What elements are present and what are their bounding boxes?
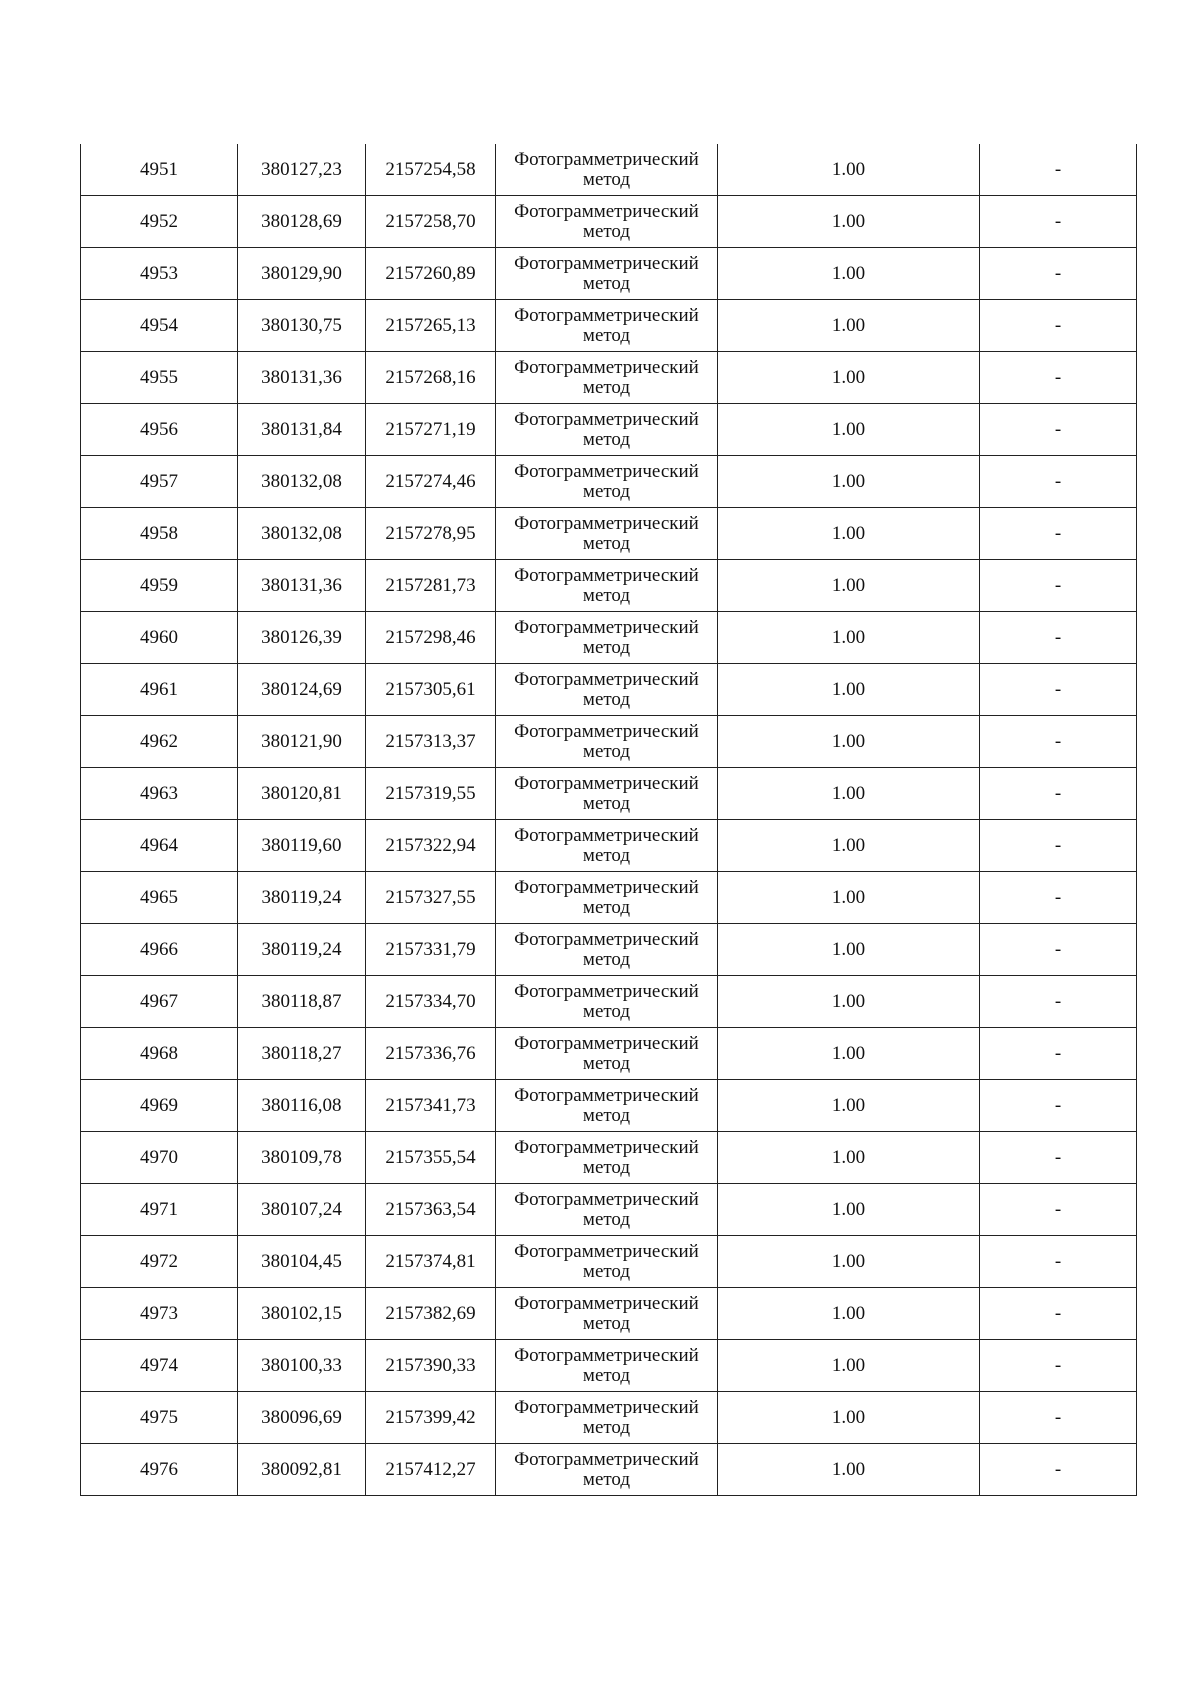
y-coordinate-cell: 2157305,61 bbox=[366, 664, 496, 716]
method-line1: Фотограмметрический bbox=[514, 564, 699, 586]
method-line2: метод bbox=[582, 1416, 631, 1438]
method-cell bbox=[496, 976, 718, 1028]
method-line1: Фотограмметрический bbox=[514, 824, 699, 846]
x-coordinate-cell: 380119,24 bbox=[238, 872, 366, 924]
accuracy-cell: 1.00 bbox=[718, 456, 980, 508]
x-coordinate-cell: 380121,90 bbox=[238, 716, 366, 768]
y-coordinate-cell: 2157341,73 bbox=[366, 1080, 496, 1132]
x-coordinate-cell: 380131,36 bbox=[238, 560, 366, 612]
method-line2: метод bbox=[582, 376, 631, 398]
point-number-cell: 4958 bbox=[81, 508, 238, 560]
point-number-cell: 4968 bbox=[81, 1028, 238, 1080]
method-line2: метод bbox=[582, 1104, 631, 1126]
accuracy-cell: 1.00 bbox=[718, 820, 980, 872]
x-coordinate-cell: 380126,39 bbox=[238, 612, 366, 664]
x-coordinate-cell: 380107,24 bbox=[238, 1184, 366, 1236]
table-row bbox=[81, 300, 1137, 352]
method-line2: метод bbox=[582, 948, 631, 970]
note-cell: - bbox=[980, 248, 1137, 300]
method-line2: метод bbox=[582, 740, 631, 762]
method-line2: метод bbox=[582, 1260, 631, 1282]
x-coordinate-cell: 380119,24 bbox=[238, 924, 366, 976]
point-number-cell: 4969 bbox=[81, 1080, 238, 1132]
method-line1: Фотограмметрический bbox=[514, 408, 699, 430]
note-cell: - bbox=[980, 196, 1137, 248]
y-coordinate-cell: 2157374,81 bbox=[366, 1236, 496, 1288]
table-row bbox=[81, 612, 1137, 664]
table-row bbox=[81, 560, 1137, 612]
method-cell bbox=[496, 1444, 718, 1496]
note-cell: - bbox=[980, 1288, 1137, 1340]
y-coordinate-cell: 2157322,94 bbox=[366, 820, 496, 872]
note-cell: - bbox=[980, 872, 1137, 924]
table-row bbox=[81, 508, 1137, 560]
point-number-cell: 4959 bbox=[81, 560, 238, 612]
method-line1: Фотограмметрический bbox=[514, 356, 699, 378]
table-row bbox=[81, 196, 1137, 248]
method-line1: Фотограмметрический bbox=[514, 1188, 699, 1210]
accuracy-cell: 1.00 bbox=[718, 248, 980, 300]
method-cell bbox=[496, 196, 718, 248]
method-line2: метод bbox=[582, 1364, 631, 1386]
method-line1: Фотограмметрический bbox=[514, 1084, 699, 1106]
point-number-cell: 4963 bbox=[81, 768, 238, 820]
point-number-cell: 4962 bbox=[81, 716, 238, 768]
accuracy-cell: 1.00 bbox=[718, 1028, 980, 1080]
method-line2: метод bbox=[582, 792, 631, 814]
x-coordinate-cell: 380100,33 bbox=[238, 1340, 366, 1392]
accuracy-cell: 1.00 bbox=[718, 404, 980, 456]
accuracy-cell: 1.00 bbox=[718, 1444, 980, 1496]
table-row bbox=[81, 768, 1137, 820]
y-coordinate-cell: 2157254,58 bbox=[366, 144, 496, 196]
accuracy-cell: 1.00 bbox=[718, 768, 980, 820]
method-line2: метод bbox=[582, 324, 631, 346]
note-cell: - bbox=[980, 612, 1137, 664]
x-coordinate-cell: 380132,08 bbox=[238, 508, 366, 560]
note-cell: - bbox=[980, 1444, 1137, 1496]
accuracy-cell: 1.00 bbox=[718, 352, 980, 404]
method-cell bbox=[496, 352, 718, 404]
y-coordinate-cell: 2157412,27 bbox=[366, 1444, 496, 1496]
table-row bbox=[81, 664, 1137, 716]
point-number-cell: 4966 bbox=[81, 924, 238, 976]
method-line1: Фотограмметрический bbox=[514, 1136, 699, 1158]
method-cell bbox=[496, 1340, 718, 1392]
method-cell bbox=[496, 404, 718, 456]
method-line1: Фотограмметрический bbox=[514, 928, 699, 950]
method-cell bbox=[496, 1184, 718, 1236]
x-coordinate-cell: 380119,60 bbox=[238, 820, 366, 872]
y-coordinate-cell: 2157331,79 bbox=[366, 924, 496, 976]
method-line2: метод bbox=[582, 1468, 631, 1490]
method-line2: метод bbox=[582, 1156, 631, 1178]
method-cell bbox=[496, 1028, 718, 1080]
point-number-cell: 4970 bbox=[81, 1132, 238, 1184]
accuracy-cell: 1.00 bbox=[718, 144, 980, 196]
note-cell: - bbox=[980, 664, 1137, 716]
y-coordinate-cell: 2157327,55 bbox=[366, 872, 496, 924]
method-line2: метод bbox=[582, 636, 631, 658]
table-row bbox=[81, 924, 1137, 976]
point-number-cell: 4961 bbox=[81, 664, 238, 716]
table-row bbox=[81, 1080, 1137, 1132]
y-coordinate-cell: 2157265,13 bbox=[366, 300, 496, 352]
y-coordinate-cell: 2157281,73 bbox=[366, 560, 496, 612]
accuracy-cell: 1.00 bbox=[718, 1184, 980, 1236]
note-cell: - bbox=[980, 1236, 1137, 1288]
y-coordinate-cell: 2157271,19 bbox=[366, 404, 496, 456]
table-row bbox=[81, 976, 1137, 1028]
note-cell: - bbox=[980, 404, 1137, 456]
note-cell: - bbox=[980, 768, 1137, 820]
method-line2: метод bbox=[582, 480, 631, 502]
method-line2: метод bbox=[582, 428, 631, 450]
x-coordinate-cell: 380092,81 bbox=[238, 1444, 366, 1496]
method-line1: Фотограмметрический bbox=[514, 1396, 699, 1418]
x-coordinate-cell: 380130,75 bbox=[238, 300, 366, 352]
method-line2: метод bbox=[582, 1052, 631, 1074]
method-line2: метод bbox=[582, 844, 631, 866]
table-body bbox=[81, 144, 1137, 1496]
point-number-cell: 4965 bbox=[81, 872, 238, 924]
accuracy-cell: 1.00 bbox=[718, 716, 980, 768]
x-coordinate-cell: 380109,78 bbox=[238, 1132, 366, 1184]
y-coordinate-cell: 2157390,33 bbox=[366, 1340, 496, 1392]
accuracy-cell: 1.00 bbox=[718, 1080, 980, 1132]
table-row bbox=[81, 872, 1137, 924]
x-coordinate-cell: 380118,87 bbox=[238, 976, 366, 1028]
method-line1: Фотограмметрический bbox=[514, 148, 699, 170]
accuracy-cell: 1.00 bbox=[718, 612, 980, 664]
x-coordinate-cell: 380131,84 bbox=[238, 404, 366, 456]
method-cell bbox=[496, 768, 718, 820]
method-line2: метод bbox=[582, 896, 631, 918]
point-number-cell: 4960 bbox=[81, 612, 238, 664]
note-cell: - bbox=[980, 456, 1137, 508]
method-cell bbox=[496, 1392, 718, 1444]
y-coordinate-cell: 2157319,55 bbox=[366, 768, 496, 820]
y-coordinate-cell: 2157278,95 bbox=[366, 508, 496, 560]
method-line1: Фотограмметрический bbox=[514, 876, 699, 898]
table-row bbox=[81, 1132, 1137, 1184]
method-line1: Фотограмметрический bbox=[514, 1032, 699, 1054]
method-line1: Фотограмметрический bbox=[514, 616, 699, 638]
note-cell: - bbox=[980, 1028, 1137, 1080]
accuracy-cell: 1.00 bbox=[718, 560, 980, 612]
table-row bbox=[81, 1028, 1137, 1080]
note-cell: - bbox=[980, 300, 1137, 352]
method-line1: Фотограмметрический bbox=[514, 460, 699, 482]
accuracy-cell: 1.00 bbox=[718, 300, 980, 352]
accuracy-cell: 1.00 bbox=[718, 924, 980, 976]
note-cell: - bbox=[980, 976, 1137, 1028]
table-row bbox=[81, 716, 1137, 768]
x-coordinate-cell: 380120,81 bbox=[238, 768, 366, 820]
note-cell: - bbox=[980, 1340, 1137, 1392]
method-cell bbox=[496, 664, 718, 716]
point-number-cell: 4964 bbox=[81, 820, 238, 872]
table-row bbox=[81, 404, 1137, 456]
point-number-cell: 4975 bbox=[81, 1392, 238, 1444]
note-cell: - bbox=[980, 560, 1137, 612]
method-line1: Фотограмметрический bbox=[514, 1240, 699, 1262]
table-row bbox=[81, 1236, 1137, 1288]
y-coordinate-cell: 2157274,46 bbox=[366, 456, 496, 508]
method-line1: Фотограмметрический bbox=[514, 668, 699, 690]
method-line1: Фотограмметрический bbox=[514, 200, 699, 222]
table-row bbox=[81, 248, 1137, 300]
method-line2: метод bbox=[582, 1312, 631, 1334]
method-cell bbox=[496, 144, 718, 196]
point-number-cell: 4957 bbox=[81, 456, 238, 508]
table-row bbox=[81, 144, 1137, 196]
method-line1: Фотограмметрический bbox=[514, 980, 699, 1002]
method-line1: Фотограмметрический bbox=[514, 252, 699, 274]
x-coordinate-cell: 380118,27 bbox=[238, 1028, 366, 1080]
x-coordinate-cell: 380127,23 bbox=[238, 144, 366, 196]
point-number-cell: 4972 bbox=[81, 1236, 238, 1288]
point-number-cell: 4952 bbox=[81, 196, 238, 248]
point-number-cell: 4967 bbox=[81, 976, 238, 1028]
accuracy-cell: 1.00 bbox=[718, 1392, 980, 1444]
y-coordinate-cell: 2157355,54 bbox=[366, 1132, 496, 1184]
method-cell bbox=[496, 456, 718, 508]
method-line2: метод bbox=[582, 584, 631, 606]
point-number-cell: 4973 bbox=[81, 1288, 238, 1340]
method-cell bbox=[496, 300, 718, 352]
method-line1: Фотограмметрический bbox=[514, 1344, 699, 1366]
y-coordinate-cell: 2157363,54 bbox=[366, 1184, 496, 1236]
method-line2: метод bbox=[582, 688, 631, 710]
y-coordinate-cell: 2157313,37 bbox=[366, 716, 496, 768]
method-cell bbox=[496, 560, 718, 612]
accuracy-cell: 1.00 bbox=[718, 1236, 980, 1288]
method-line2: метод bbox=[582, 532, 631, 554]
method-cell bbox=[496, 508, 718, 560]
method-line1: Фотограмметрический bbox=[514, 512, 699, 534]
y-coordinate-cell: 2157336,76 bbox=[366, 1028, 496, 1080]
method-cell bbox=[496, 1288, 718, 1340]
point-number-cell: 4955 bbox=[81, 352, 238, 404]
x-coordinate-cell: 380132,08 bbox=[238, 456, 366, 508]
x-coordinate-cell: 380104,45 bbox=[238, 1236, 366, 1288]
point-number-cell: 4976 bbox=[81, 1444, 238, 1496]
accuracy-cell: 1.00 bbox=[718, 508, 980, 560]
accuracy-cell: 1.00 bbox=[718, 664, 980, 716]
method-line2: метод bbox=[582, 272, 631, 294]
x-coordinate-cell: 380096,69 bbox=[238, 1392, 366, 1444]
accuracy-cell: 1.00 bbox=[718, 1340, 980, 1392]
x-coordinate-cell: 380116,08 bbox=[238, 1080, 366, 1132]
method-cell bbox=[496, 820, 718, 872]
method-line1: Фотограмметрический bbox=[514, 720, 699, 742]
method-line2: метод bbox=[582, 168, 631, 190]
note-cell: - bbox=[980, 820, 1137, 872]
method-line1: Фотограмметрический bbox=[514, 1292, 699, 1314]
y-coordinate-cell: 2157382,69 bbox=[366, 1288, 496, 1340]
table-row bbox=[81, 352, 1137, 404]
coordinates-table bbox=[80, 144, 1137, 1496]
table-row bbox=[81, 1340, 1137, 1392]
accuracy-cell: 1.00 bbox=[718, 196, 980, 248]
note-cell: - bbox=[980, 352, 1137, 404]
method-cell bbox=[496, 1080, 718, 1132]
accuracy-cell: 1.00 bbox=[718, 976, 980, 1028]
method-line1: Фотограмметрический bbox=[514, 304, 699, 326]
point-number-cell: 4951 bbox=[81, 144, 238, 196]
y-coordinate-cell: 2157268,16 bbox=[366, 352, 496, 404]
accuracy-cell: 1.00 bbox=[718, 1288, 980, 1340]
point-number-cell: 4954 bbox=[81, 300, 238, 352]
method-cell bbox=[496, 872, 718, 924]
table-row bbox=[81, 456, 1137, 508]
note-cell: - bbox=[980, 1184, 1137, 1236]
y-coordinate-cell: 2157260,89 bbox=[366, 248, 496, 300]
note-cell: - bbox=[980, 924, 1137, 976]
method-line2: метод bbox=[582, 1000, 631, 1022]
note-cell: - bbox=[980, 1392, 1137, 1444]
method-line2: метод bbox=[582, 1208, 631, 1230]
x-coordinate-cell: 380128,69 bbox=[238, 196, 366, 248]
y-coordinate-cell: 2157258,70 bbox=[366, 196, 496, 248]
method-cell bbox=[496, 612, 718, 664]
x-coordinate-cell: 380129,90 bbox=[238, 248, 366, 300]
method-cell bbox=[496, 924, 718, 976]
note-cell: - bbox=[980, 508, 1137, 560]
table-row bbox=[81, 1392, 1137, 1444]
point-number-cell: 4956 bbox=[81, 404, 238, 456]
method-cell bbox=[496, 716, 718, 768]
note-cell: - bbox=[980, 144, 1137, 196]
note-cell: - bbox=[980, 1132, 1137, 1184]
table-row bbox=[81, 820, 1137, 872]
note-cell: - bbox=[980, 1080, 1137, 1132]
accuracy-cell: 1.00 bbox=[718, 872, 980, 924]
x-coordinate-cell: 380124,69 bbox=[238, 664, 366, 716]
x-coordinate-cell: 380131,36 bbox=[238, 352, 366, 404]
method-cell bbox=[496, 1132, 718, 1184]
accuracy-cell: 1.00 bbox=[718, 1132, 980, 1184]
method-line1: Фотограмметрический bbox=[514, 1448, 699, 1470]
table-row bbox=[81, 1444, 1137, 1496]
table-row bbox=[81, 1184, 1137, 1236]
point-number-cell: 4974 bbox=[81, 1340, 238, 1392]
note-cell: - bbox=[980, 716, 1137, 768]
point-number-cell: 4971 bbox=[81, 1184, 238, 1236]
method-cell bbox=[496, 1236, 718, 1288]
table-row bbox=[81, 1288, 1137, 1340]
method-line1: Фотограмметрический bbox=[514, 772, 699, 794]
y-coordinate-cell: 2157334,70 bbox=[366, 976, 496, 1028]
point-number-cell: 4953 bbox=[81, 248, 238, 300]
method-line2: метод bbox=[582, 220, 631, 242]
method-cell bbox=[496, 248, 718, 300]
y-coordinate-cell: 2157298,46 bbox=[366, 612, 496, 664]
x-coordinate-cell: 380102,15 bbox=[238, 1288, 366, 1340]
y-coordinate-cell: 2157399,42 bbox=[366, 1392, 496, 1444]
